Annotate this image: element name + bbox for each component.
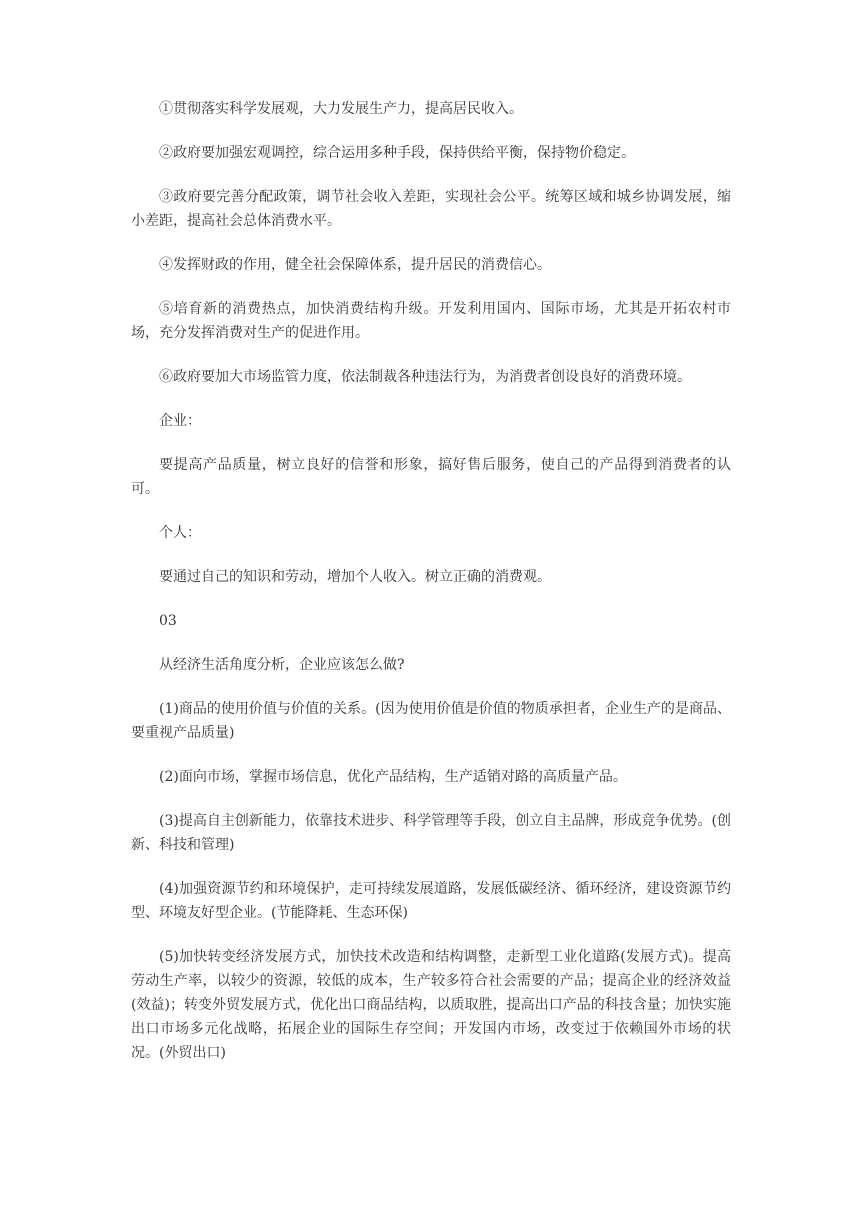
section-number: 03 <box>159 613 177 629</box>
measure-item-4: ④发挥财政的作用，健全社会保障体系，提升居民的消费信心。 <box>159 257 551 273</box>
measure-item-6: ⑥政府要加大市场监管力度，依法制裁各种违法行为，为消费者创设良好的消费环境。 <box>159 369 691 385</box>
measure-item-2: ②政府要加强宏观调控，综合运用多种手段，保持供给平衡，保持物价稳定。 <box>159 145 635 161</box>
enterprise-text: 要提高产品质量，树立良好的信誉和形象，搞好售后服务，使自己的产品得到消费者的认可。 <box>131 457 731 497</box>
answer-item-2: (2)面向市场，掌握市场信息，优化产品结构，生产适销对路的高质量产品。 <box>159 769 627 785</box>
measure-item-1: ①贯彻落实科学发展观，大力发展生产力，提高居民收入。 <box>159 101 523 117</box>
section-question: 从经济生活角度分析，企业应该怎么做? <box>159 657 405 673</box>
measure-item-5: ⑤培育新的消费热点，加快消费结构升级。开发利用国内、国际市场，尤其是开拓农村市场，充分发挥消费对生产的促进作用。 <box>131 301 731 341</box>
answer-item-5: (5)加快转变经济发展方式，加快技术改造和结构调整，走新型工业化道路(发展方式)。提高劳动生产率，以较少的资源，较低的成本，生产较多符合社会需要的产品；提高企业的经济效益(效益)；转变外贸发展方式，优化出口商品结构，以质取胜，提高出口产品的科技含量；加快实施出口市场多元化战略，拓展企业的国际生存空间；开发国内市场，改变过于依赖国外市场的状况。(外贸出口) <box>131 949 731 1061</box>
answer-item-4: (4)加强资源节约和环境保护，走可持续发展道路，发展低碳经济、循环经济，建设资源节约型、环境友好型企业。(节能降耗、生态环保) <box>131 881 731 921</box>
answer-item-3: (3)提高自主创新能力，依靠技术进步、科学管理等手段，创立自主品牌，形成竞争优势。(创新、科技和管理) <box>131 813 731 853</box>
enterprise-heading: 企业： <box>159 413 201 429</box>
answer-item-1: (1)商品的使用价值与价值的关系。(因为使用价值是价值的物质承担者，企业生产的是商品、要重视产品质量) <box>131 701 731 741</box>
individual-heading: 个人： <box>159 525 201 541</box>
measure-item-3: ③政府要完善分配政策，调节社会收入差距，实现社会公平。统筹区域和城乡协调发展，缩小差距，提高社会总体消费水平。 <box>131 189 731 229</box>
individual-text: 要通过自己的知识和劳动，增加个人收入。树立正确的消费观。 <box>159 569 551 585</box>
document-body <box>131 97 731 1085</box>
